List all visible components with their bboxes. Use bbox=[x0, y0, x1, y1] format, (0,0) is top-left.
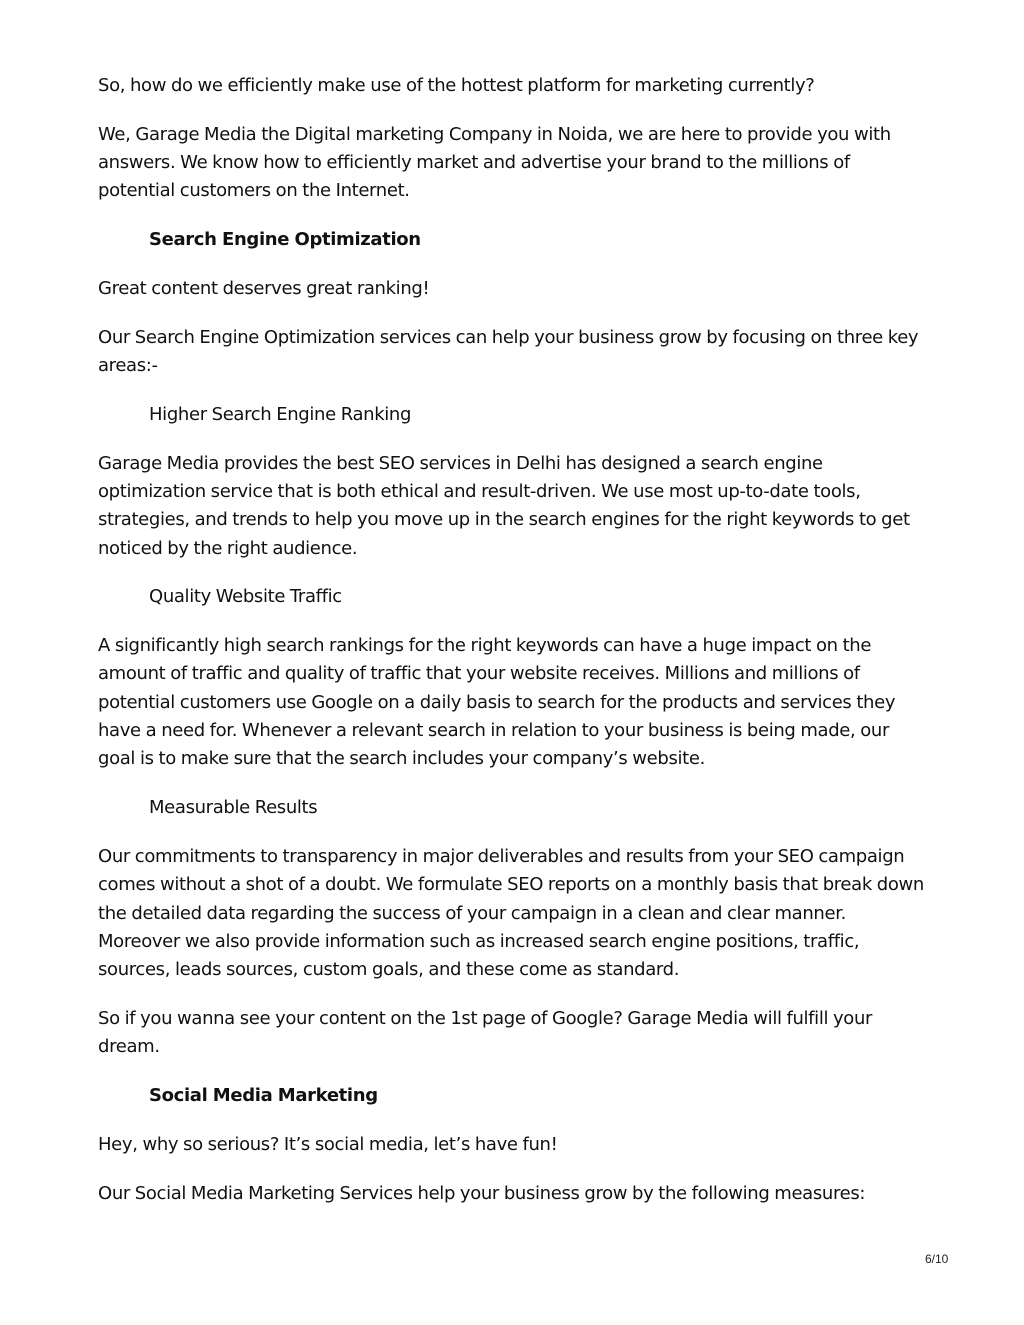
seo-key-areas-paragraph: Our Search Engine Optimization services can help your business grow by focusing on three key areas:- bbox=[98, 326, 919, 377]
company-intro-paragraph: We, Garage Media the Digital marketing Company in Noida, we are here to provide you with answers. We know how to efficiently market and advertise your brand to the millions of potential customers on the Internet. bbox=[98, 123, 891, 202]
seo-tagline-paragraph: Great content deserves great ranking! bbox=[98, 277, 430, 299]
quality-traffic-subheading: Quality Website Traffic bbox=[149, 586, 342, 608]
seo-heading: Search Engine Optimization bbox=[149, 229, 421, 251]
higher-ranking-paragraph: Garage Media provides the best SEO services in Delhi has designed a search engine optimization service that is both ethical and result-driven. We use most up-to-date tools, strategies, and trends to help you move up in the search engines for the right keywords to get noticed by the right audience. bbox=[98, 452, 910, 559]
document-page bbox=[98, 72, 928, 1228]
quality-traffic-paragraph: A significantly high search rankings for the right keywords can have a huge impact on the amount of traffic and quality of traffic that your website receives. Millions and millions of potential customers use Google on a daily basis to search for the products and services they have a need for. Whenever a relevant search in relation to your business is being made, our goal is to make sure that the search includes your company’s website. bbox=[98, 635, 896, 770]
smm-heading: Social Media Marketing bbox=[149, 1085, 378, 1107]
intro-question-paragraph: So, how do we efficiently make use of the hottest platform for marketing currently? bbox=[98, 75, 815, 96]
page-number: 6/10 bbox=[925, 1252, 949, 1266]
smm-measures-paragraph: Our Social Media Marketing Services help your business grow by the following measures: bbox=[98, 1182, 866, 1204]
measurable-results-paragraph: Our commitments to transparency in major deliverables and results from your SEO campaign comes without a shot of a doubt. We formulate SEO reports on a monthly basis that break down the detailed data regarding the success of your campaign in a clean and clear manner. Moreover we also provide information such as increased search engine positions, traffic, sources, leads sources, custom goals, and these come as standard. bbox=[98, 845, 924, 981]
measurable-results-subheading: Measurable Results bbox=[149, 797, 318, 819]
higher-ranking-subheading: Higher Search Engine Ranking bbox=[149, 403, 412, 425]
first-page-paragraph: So if you wanna see your content on the 1st page of Google? Garage Media will fulfill your dream. bbox=[98, 1007, 873, 1058]
smm-tagline-paragraph: Hey, why so serious? It’s social media, let’s have fun! bbox=[98, 1133, 558, 1155]
